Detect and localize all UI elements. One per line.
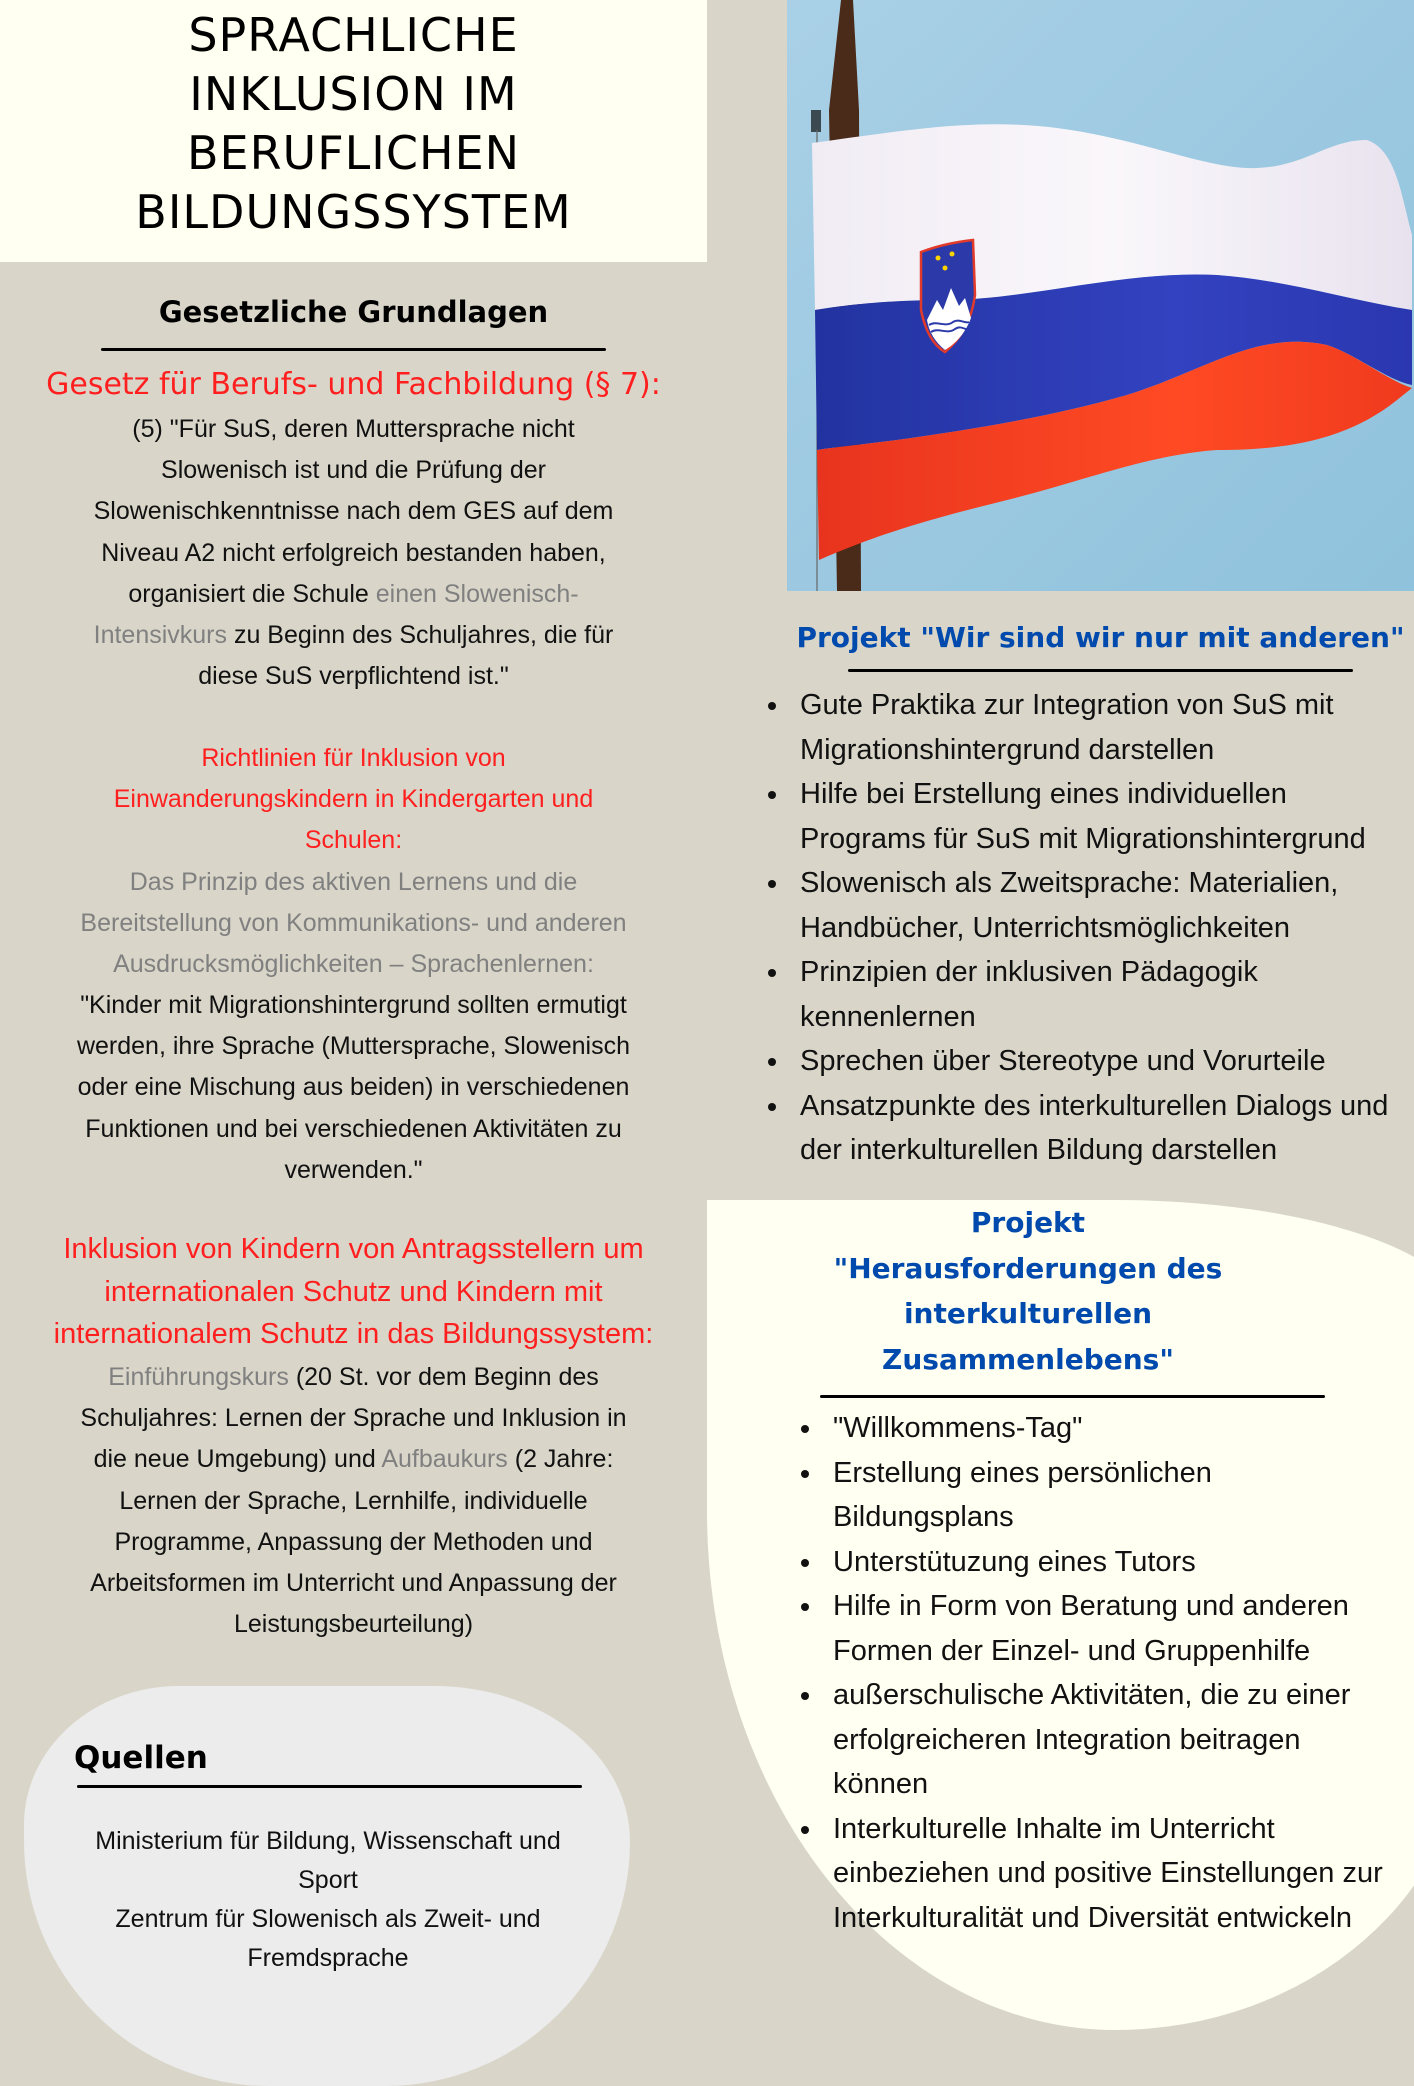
text-span: die neue Umgebung) und bbox=[93, 1445, 382, 1474]
list-item bbox=[762, 950, 1414, 1039]
list-item bbox=[795, 1807, 1414, 1941]
text-span: Niveau A2 nicht erfolgreich bestanden haben, bbox=[101, 538, 606, 567]
list-item-line: Ansatzpunkte des interkulturellen Dialogs und bbox=[800, 1089, 1389, 1122]
project2-divider bbox=[820, 1395, 1325, 1398]
list-item-line: außerschulische Aktivitäten, die zu einer bbox=[833, 1679, 1351, 1711]
guidelines-principle-line: Ausdrucksmöglichkeiten – Sprachenlernen: bbox=[113, 950, 594, 979]
guidelines-quote-line: verwenden." bbox=[284, 1155, 423, 1184]
guidelines-title-line: Richtlinien für Inklusion von bbox=[201, 744, 506, 772]
list-item-line: "Willkommens-Tag" bbox=[833, 1412, 1083, 1444]
project2-title-line: "Herausforderungen des bbox=[833, 1251, 1223, 1285]
list-item-line: Slowenisch als Zweitsprache: Materialien, bbox=[800, 867, 1339, 899]
bullet-icon bbox=[801, 1603, 809, 1611]
guidelines-quote-line: oder eine Mischung aus beiden) in verschiedenen bbox=[77, 1073, 630, 1102]
title-banner bbox=[0, 0, 707, 262]
list-item-line: Sprechen über Stereotype und Vorurteile bbox=[800, 1045, 1326, 1077]
text-line bbox=[0, 1481, 707, 1522]
sources-heading: Quellen bbox=[74, 1740, 208, 1776]
list-item-line: erfolgreicheren Integration beitragen bbox=[833, 1723, 1301, 1756]
list-item-line: Migrationshintergrund darstellen bbox=[800, 733, 1215, 766]
guidelines-principle-line: Bereitstellung von Kommunikations- und anderen bbox=[80, 909, 627, 938]
text-line bbox=[0, 615, 707, 656]
bullet-icon bbox=[768, 791, 776, 799]
bullet-icon bbox=[801, 1692, 809, 1700]
legal-heading: Gesetzliche Grundlagen bbox=[158, 295, 549, 329]
list-item-line: der interkulturellen Bildung darstellen bbox=[800, 1134, 1278, 1166]
project2-title-line: Projekt bbox=[970, 1206, 1086, 1239]
list-item-line: Interkulturalität und Diversität entwickeln bbox=[833, 1901, 1353, 1934]
guidelines-principle-line: Das Prinzip des aktiven Lernens und die bbox=[129, 868, 578, 896]
text-span: Slowenischkenntnisse nach dem GES auf dem bbox=[93, 497, 614, 526]
text-span: diese SuS verpflichtend ist." bbox=[198, 662, 509, 691]
list-item bbox=[762, 772, 1414, 861]
list-item bbox=[795, 1584, 1414, 1673]
project1-divider bbox=[848, 669, 1353, 672]
list-item-line: Hilfe bei Erstellung eines individuellen bbox=[800, 778, 1287, 810]
guidelines-quote-line: Funktionen und bei verschiedenen Aktivitäten zu bbox=[85, 1114, 622, 1143]
slovenian-flag-photo bbox=[787, 0, 1414, 591]
list-item-line: Unterstütuzung eines Tutors bbox=[833, 1545, 1196, 1578]
text-span: Leistungsbeurteilung) bbox=[233, 1610, 474, 1639]
protection-title-line: internationalem Schutz in das Bildungssystem: bbox=[53, 1318, 654, 1350]
list-item-line: kennenlernen bbox=[800, 1000, 976, 1033]
list-item-line: können bbox=[833, 1768, 929, 1800]
source-line: Sport bbox=[298, 1866, 358, 1894]
text-line bbox=[0, 1522, 707, 1563]
text-line bbox=[0, 491, 707, 532]
law-title: Gesetz für Berufs- und Fachbildung (§ 7): bbox=[46, 367, 661, 402]
text-line bbox=[0, 574, 707, 615]
title-line: BERUFLICHEN bbox=[186, 126, 521, 180]
project2-title bbox=[707, 1200, 1349, 1382]
list-item-line: Interkulturelle Inhalte im Unterricht bbox=[833, 1812, 1275, 1845]
text-line bbox=[0, 1398, 707, 1439]
text-line bbox=[0, 1563, 707, 1604]
bullet-icon bbox=[768, 969, 776, 977]
guidelines-title bbox=[0, 738, 707, 862]
source-line: Zentrum für Slowenisch als Zweit- und bbox=[115, 1905, 541, 1933]
protection-text bbox=[0, 1357, 707, 1645]
highlighted-course-name: Aufbaukurs bbox=[381, 1445, 508, 1474]
bullet-icon bbox=[768, 880, 776, 888]
list-item bbox=[795, 1540, 1414, 1585]
text-span: (2 Jahre: bbox=[507, 1445, 614, 1474]
bullet-icon bbox=[801, 1470, 809, 1478]
text-span: Slowenisch ist und die Prüfung der bbox=[161, 456, 546, 485]
project2-title-line: Zusammenlebens" bbox=[882, 1342, 1174, 1376]
bullet-icon bbox=[801, 1559, 809, 1567]
guidelines-quote bbox=[0, 985, 707, 1191]
pole-clip bbox=[811, 110, 821, 132]
page-title bbox=[0, 6, 707, 242]
legal-divider bbox=[101, 348, 606, 351]
list-item-line: einbeziehen und positive Einstellungen zur bbox=[833, 1857, 1383, 1889]
protection-title-line: internationalen Schutz und Kindern mit bbox=[104, 1275, 603, 1308]
list-item-line: Formen der Einzel- und Gruppenhilfe bbox=[833, 1634, 1311, 1667]
text-span: Lernen der Sprache, Lernhilfe, individuelle bbox=[119, 1486, 588, 1515]
text-line bbox=[0, 533, 707, 574]
title-line: SPRACHLICHE bbox=[188, 8, 519, 62]
bullet-icon bbox=[801, 1425, 809, 1433]
list-item bbox=[762, 1039, 1414, 1084]
list-item-line: Hilfe in Form von Beratung und anderen bbox=[833, 1590, 1349, 1622]
text-span: Programme, Anpassung der Methoden und bbox=[114, 1527, 593, 1556]
list-item bbox=[795, 1406, 1414, 1451]
list-item-line: Prinzipien der inklusiven Pädagogik bbox=[800, 956, 1258, 988]
list-item bbox=[795, 1451, 1414, 1540]
bullet-icon bbox=[768, 1058, 776, 1066]
text-span: zu Beginn des Schuljahres, die für bbox=[227, 621, 614, 650]
list-item-line: Erstellung eines persönlichen bbox=[833, 1456, 1212, 1489]
text-span: Arbeitsformen im Unterricht und Anpassung der bbox=[90, 1569, 617, 1598]
text-span: (20 St. vor dem Beginn des bbox=[288, 1363, 599, 1391]
list-item-line: Bildungsplans bbox=[833, 1501, 1014, 1533]
bullet-icon bbox=[768, 1103, 776, 1111]
list-item bbox=[762, 1084, 1414, 1173]
project2-title-line: interkulturellen bbox=[903, 1297, 1153, 1330]
source-line: Fremdsprache bbox=[247, 1944, 409, 1972]
highlighted-course-name: Einführungskurs bbox=[108, 1363, 289, 1391]
highlighted-course-name: einen Slowenisch- bbox=[375, 579, 579, 608]
list-item bbox=[762, 861, 1414, 950]
source-line: Ministerium für Bildung, Wissenschaft und bbox=[95, 1827, 561, 1855]
text-line bbox=[0, 1357, 707, 1398]
list-item bbox=[762, 683, 1414, 772]
guidelines-quote-line: "Kinder mit Migrationshintergrund sollten ermutigt bbox=[80, 991, 627, 1019]
sources-divider bbox=[77, 1785, 582, 1788]
text-line bbox=[0, 409, 707, 450]
bullet-icon bbox=[801, 1826, 809, 1834]
protection-title-line: Inklusion von Kindern von Antragsstellern um bbox=[63, 1233, 644, 1265]
text-span: organisiert die Schule bbox=[128, 579, 376, 608]
list-item-line: Programs für SuS mit Migrationshintergrund bbox=[800, 822, 1366, 855]
text-line bbox=[0, 1604, 707, 1645]
guidelines-principle bbox=[0, 862, 707, 986]
list-item-line: Handbücher, Unterrichtsmöglichkeiten bbox=[800, 911, 1291, 944]
sources-list bbox=[0, 1822, 656, 1978]
project1-title: Projekt "Wir sind wir nur mit anderen" bbox=[796, 621, 1405, 654]
project1-list bbox=[762, 683, 1414, 1173]
text-span: Schuljahres: Lernen der Sprache und Inklusion in bbox=[80, 1404, 627, 1433]
law-text bbox=[0, 409, 707, 697]
guidelines-quote-line: werden, ihre Sprache (Muttersprache, Slowenisch bbox=[76, 1032, 631, 1061]
text-line bbox=[0, 656, 707, 697]
guidelines-title-line: Einwanderungskindern in Kindergarten und bbox=[113, 785, 594, 814]
title-line: BILDUNGSSYSTEM bbox=[135, 185, 572, 239]
bullet-icon bbox=[768, 702, 776, 710]
title-line: INKLUSION IM bbox=[189, 67, 518, 121]
text-span: (5) "Für SuS, deren Muttersprache nicht bbox=[132, 415, 575, 443]
guidelines-title-line: Schulen: bbox=[304, 826, 403, 855]
text-line bbox=[0, 450, 707, 491]
highlighted-course-name: Intensivkurs bbox=[93, 621, 228, 650]
list-item-line: Gute Praktika zur Integration von SuS mit bbox=[800, 689, 1334, 721]
project2-list bbox=[795, 1406, 1414, 1940]
list-item bbox=[795, 1673, 1414, 1807]
protection-title bbox=[0, 1228, 707, 1356]
text-line bbox=[0, 1439, 707, 1480]
